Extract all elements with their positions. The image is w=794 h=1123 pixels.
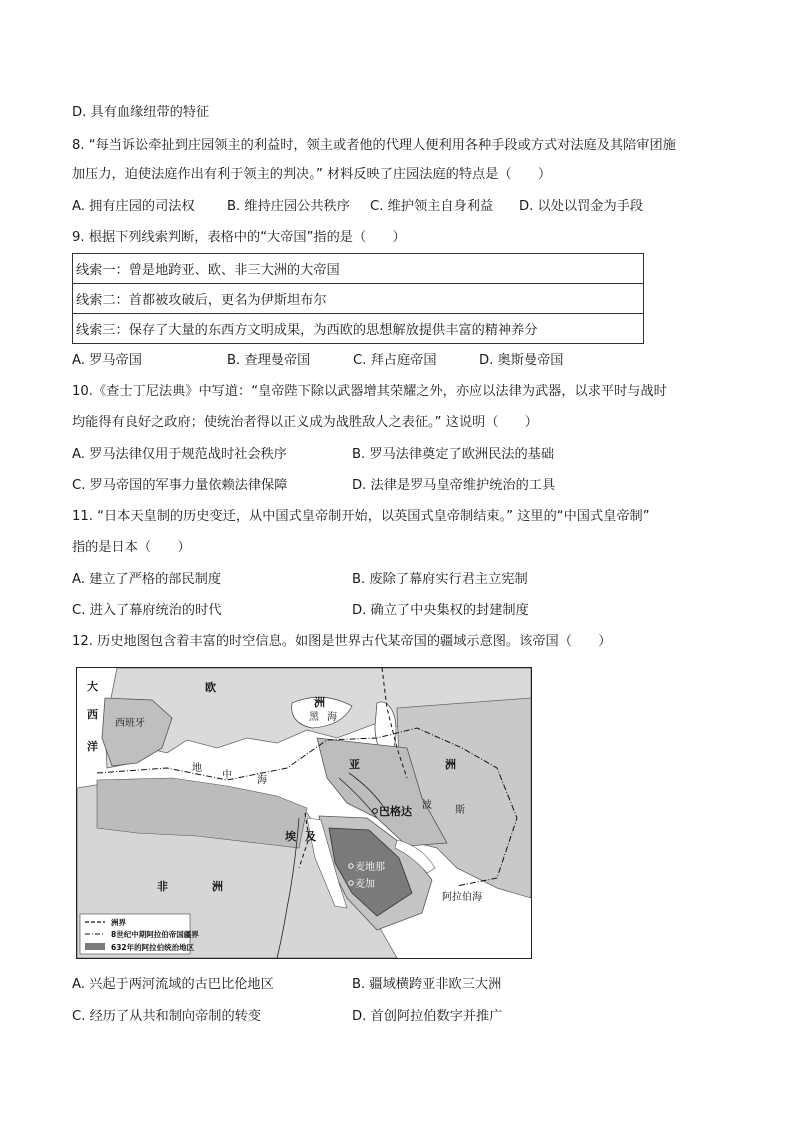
legend-continent-border: 洲界 [111, 918, 126, 927]
label-arabian-sea: 阿拉伯海 [442, 892, 482, 903]
q8-stem-line1: 8. “每当诉讼牵扯到庄园领主的利益时，领主或者他的代理人便利用各种手段或方式对法庭及其陪审团施 [72, 138, 676, 153]
label-yang: 洋 [87, 740, 98, 753]
legend-632-region: 632年的阿拉伯统治地区 [111, 943, 195, 952]
q10-option-b[interactable]: B. 罗马法律奠定了欧洲民法的基础 [352, 447, 555, 462]
q12-option-c[interactable]: C. 经历了从共和制向帝制的转变 [72, 1009, 262, 1024]
label-bo: 波 [422, 800, 432, 811]
label-hai: 海 [257, 775, 267, 786]
q9-option-a[interactable]: A. 罗马帝国 [72, 353, 142, 368]
q10-option-a[interactable]: A. 罗马法律仅用于规范战时社会秩序 [72, 447, 287, 462]
label-spain: 西班牙 [115, 718, 145, 729]
label-fei: 非 [157, 880, 168, 893]
q10-stem-line2: 均能得有良好之政府；使统治者得以正义成为战胜敌人之表征。” 这说明（ ） [72, 415, 538, 430]
label-zhong: 中 [222, 770, 232, 781]
q8-option-a[interactable]: A. 拥有庄园的司法权 [72, 199, 195, 214]
label-ai: 埃 [285, 830, 296, 843]
label-ou: 欧 [205, 681, 216, 694]
label-medina: 麦地那 [355, 862, 385, 873]
q11-option-b[interactable]: B. 废除了幕府实行君主立宪制 [352, 572, 528, 587]
q10-option-d[interactable]: D. 法律是罗马皇帝维护统治的工具 [352, 478, 556, 493]
q8-option-b[interactable]: B. 维持庄园公共秩序 [227, 199, 350, 214]
label-heihai2: 海 [327, 712, 337, 723]
q9-clue-2: 线索二：首都被攻破后，更名为伊斯坦布尔 [73, 284, 644, 314]
label-zhou2: 洲 [445, 758, 456, 771]
q12-option-a[interactable]: A. 兴起于两河流域的古巴比伦地区 [72, 977, 274, 992]
arab-empire-map [76, 667, 532, 959]
label-xi: 西 [87, 708, 98, 721]
q10-stem-line1: 10.《查士丁尼法典》中写道：“皇帝陛下除以武器增其荣耀之外，亦应以法律为武器，以求平时与战时 [72, 384, 667, 399]
q11-stem-line2: 指的是日本（ ） [72, 540, 191, 555]
map-svg [77, 668, 531, 958]
legend-empire-border: 8世纪中期阿拉伯帝国疆界 [111, 930, 199, 939]
q11-stem-line1: 11. “日本天皇制的历史变迁，从中国式皇帝制开始，以英国式皇帝制结束。” 这里的“中国式皇帝制” [72, 509, 650, 524]
label-ji: 及 [305, 830, 316, 843]
q10-option-c[interactable]: C. 罗马帝国的军事力量依赖法律保障 [72, 478, 288, 493]
q11-option-a[interactable]: A. 建立了严格的部民制度 [72, 572, 222, 587]
q8-option-d[interactable]: D. 以处以罚金为手段 [519, 199, 644, 214]
q9-option-b[interactable]: B. 查理曼帝国 [227, 353, 311, 368]
label-da: 大 [87, 680, 98, 693]
label-zhou1: 洲 [314, 696, 325, 709]
label-ya: 亚 [349, 758, 360, 771]
q9-option-c[interactable]: C. 拜占庭帝国 [353, 353, 437, 368]
q9-option-d[interactable]: D. 奥斯曼帝国 [479, 353, 564, 368]
q9-clue-1: 线索一：曾是地跨亚、欧、非三大洲的大帝国 [73, 254, 644, 284]
label-baghdad: 巴格达 [379, 805, 412, 818]
label-di: 地 [192, 763, 202, 774]
q9-clue-3: 线索三：保存了大量的东西方文明成果，为西欧的思想解放提供丰富的精神养分 [73, 314, 644, 344]
label-si: 斯 [455, 805, 465, 816]
q12-stem: 12. 历史地图包含着丰富的时空信息。如图是世界古代某帝国的疆域示意图。该帝国（ ） [72, 634, 612, 649]
label-zhou3: 洲 [212, 880, 223, 893]
q11-option-d[interactable]: D. 确立了中央集权的封建制度 [352, 603, 529, 618]
q12-option-b[interactable]: B. 疆域横跨亚非欧三大洲 [352, 977, 502, 992]
q9-stem: 9. 根据下列线索判断，表格中的“大帝国”指的是（ ） [72, 230, 406, 245]
q8-stem-line2: 加压力，迫使法庭作出有利于领主的判决。” 材料反映了庄园法庭的特点是（ ） [72, 167, 552, 182]
label-mecca: 麦加 [355, 879, 375, 890]
q12-option-d[interactable]: D. 首创阿拉伯数字并推广 [352, 1009, 503, 1024]
q7-option-d: D. 具有血缘纽带的特征 [72, 105, 210, 120]
label-heihai1: 黑 [309, 712, 319, 723]
q9-clue-table [72, 253, 644, 344]
q11-option-c[interactable]: C. 进入了幕府统治的时代 [72, 603, 222, 618]
q8-option-c[interactable]: C. 维护领主自身利益 [370, 199, 494, 214]
